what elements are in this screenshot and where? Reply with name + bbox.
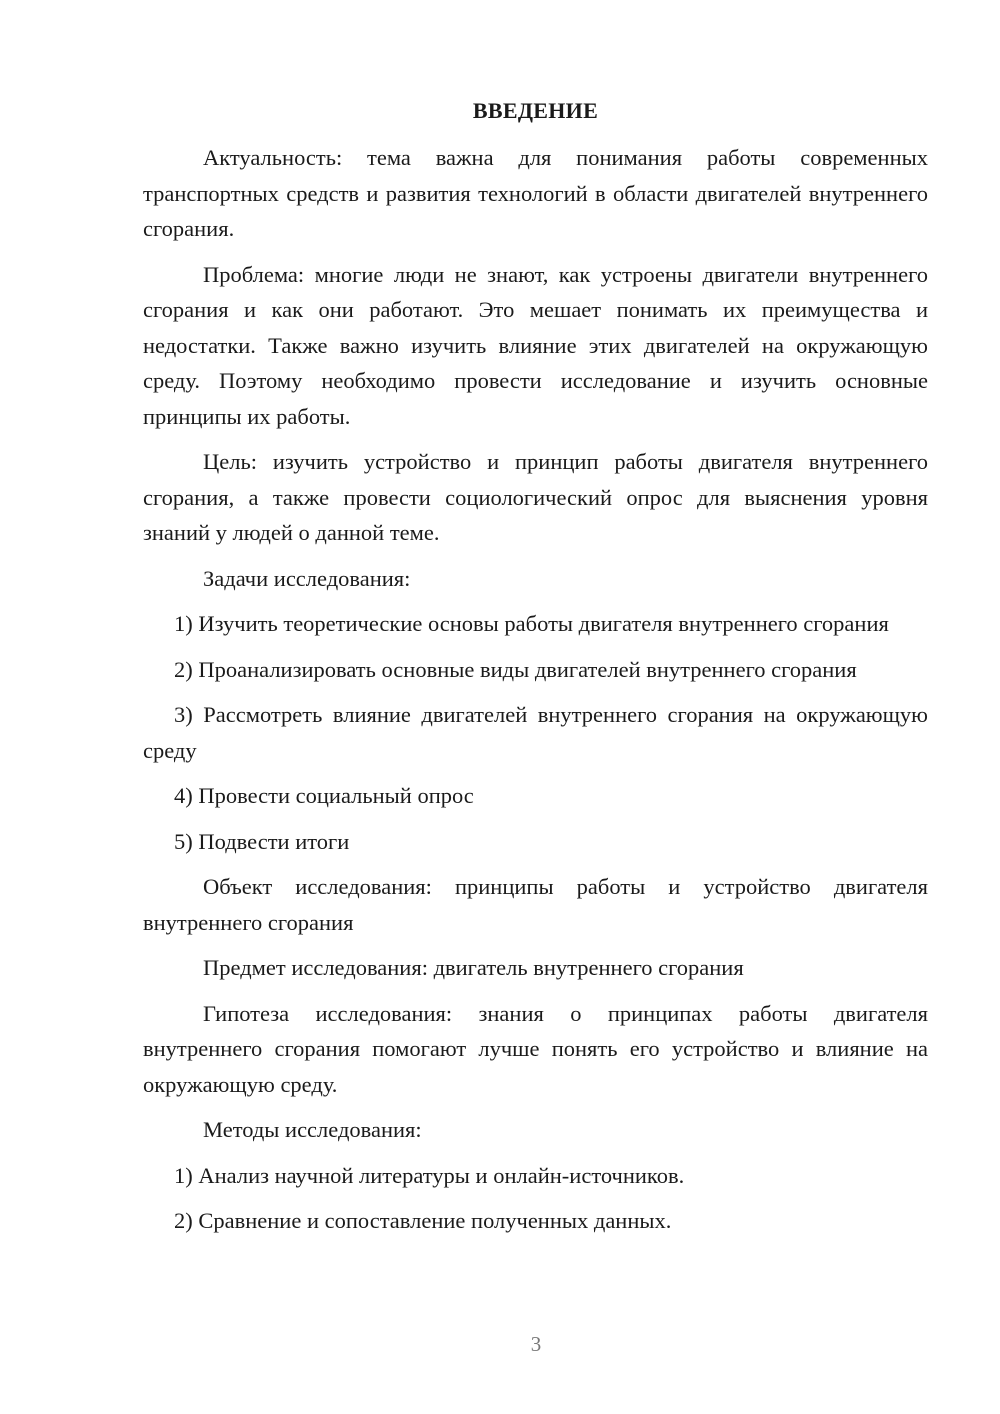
hypothesis-paragraph: Гипотеза исследования: знания о принципах работы двигателя внутреннего сгорания помогают лучше понять его устройство и влияние на окружающую среду. (143, 1000, 928, 1097)
problem-paragraph: Проблема: многие люди не знают, как устроены двигатели внутреннего сгорания и как они работают. Это мешает понимать их преимущества и недостатки. Также важно изучить влияние этих двигателей на окружающую среду. Поэтому необходимо провести исследование и изучить основные принципы их работы. (143, 261, 928, 429)
task-item-1: 1) Изучить теоретические основы работы двигателя внутреннего сгорания (174, 611, 889, 636)
page-content (143, 93, 928, 1249)
goal-paragraph: Цель: изучить устройство и принцип работы двигателя внутреннего сгорания, а также провести социологический опрос для выяснения уровня знаний у людей о данной теме. (143, 449, 928, 545)
subject-paragraph: Предмет исследования: двигатель внутреннего сгорания (203, 955, 744, 980)
method-item-2: 2) Сравнение и сопоставление полученных данных. (174, 1208, 672, 1233)
task-item-4: 4) Провести социальный опрос (174, 783, 474, 808)
object-paragraph: Объект исследования: принципы работы и устройство двигателя внутреннего сгорания (143, 874, 928, 935)
relevance-paragraph: Актуальность: тема важна для понимания работы современных транспортных средств и развития технологий в области двигателей внутреннего сгорания. (143, 145, 928, 241)
page-number: 3 (530, 1332, 542, 1356)
task-item-5: 5) Подвести итоги (174, 828, 350, 854)
task-item-3: 3) Рассмотреть влияние двигателей внутреннего сгорания на окружающую среду (143, 702, 928, 763)
methods-title: Методы исследования: (203, 1117, 422, 1142)
method-item-1: 1) Анализ научной литературы и онлайн-источников. (174, 1162, 685, 1188)
tasks-title: Задачи исследования: (203, 565, 411, 591)
task-item-2: 2) Проанализировать основные виды двигателей внутреннего сгорания (174, 656, 857, 682)
page-heading: ВВЕДЕНИЕ (472, 98, 599, 123)
